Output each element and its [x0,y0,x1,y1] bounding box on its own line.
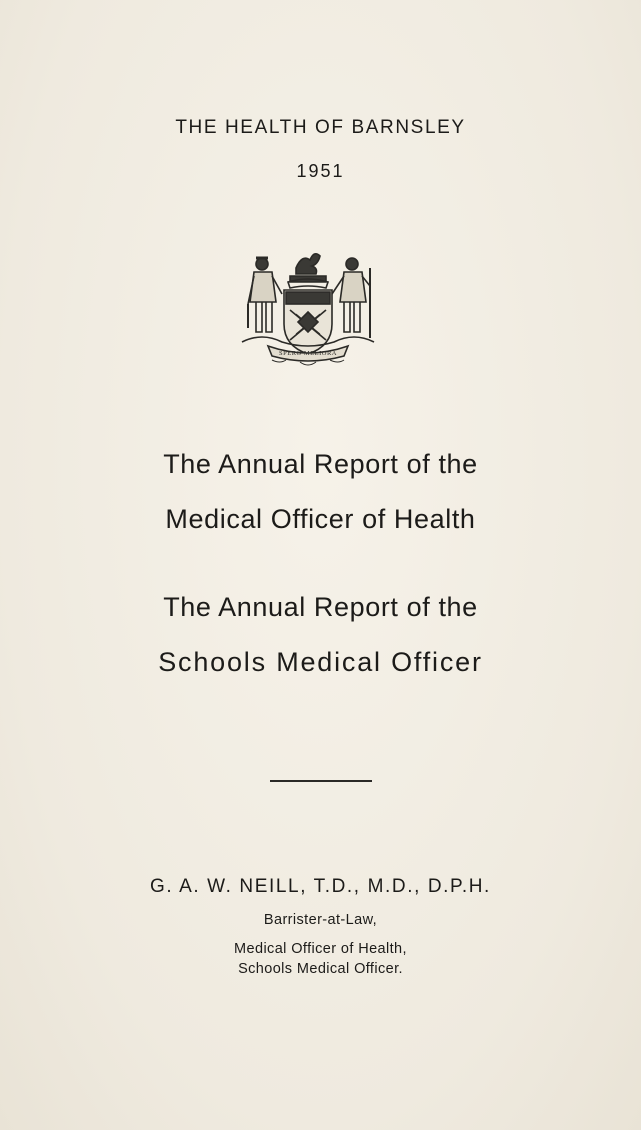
town-title: THE HEALTH OF BARNSLEY [175,117,466,138]
report-year: 1951 [296,161,345,181]
author-credential: Barrister-at-Law, [263,912,378,928]
report-title-line-1: The Annual Report of the [163,449,478,479]
crest-motto: SPERO MELIORA [279,350,337,357]
author-name: G. A. W. NEILL, T.D., M.D., D.P.H. [150,876,491,897]
report-title-line-3: The Annual Report of the [163,592,478,622]
author-credential: Medical Officer of Health, [234,941,407,957]
coat-of-arms-icon [238,238,378,370]
report-title-line-4: Schools Medical Officer [158,647,483,677]
author-credential: Schools Medical Officer. [238,961,403,977]
divider-rule [270,780,372,782]
report-title-line-2: Medical Officer of Health [165,504,476,534]
